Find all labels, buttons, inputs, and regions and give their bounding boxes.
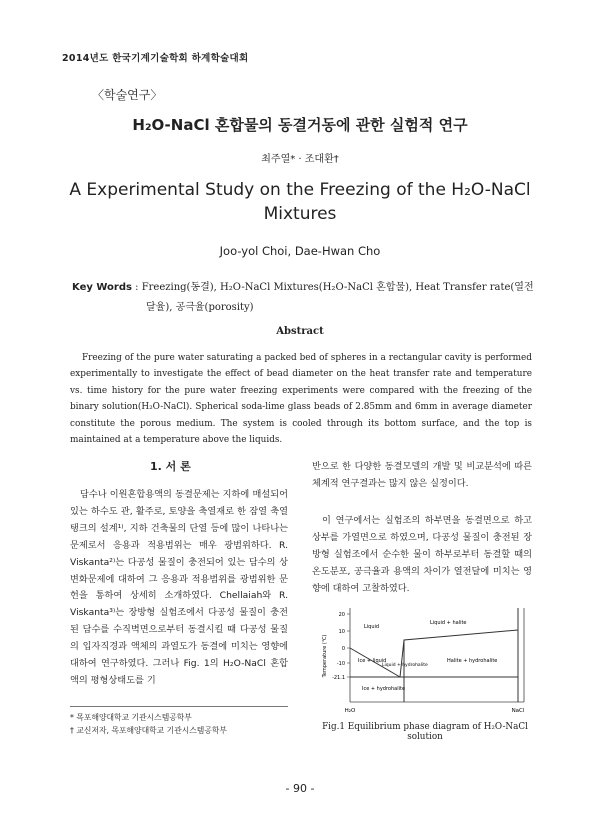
y-tick-label: -10 xyxy=(336,661,345,667)
x-left-label: H₂O xyxy=(344,708,356,714)
region-label: Liquid + hydrohalite xyxy=(382,663,428,668)
y-axis-label: Temperature (℃) xyxy=(322,634,328,678)
intro-paragraph-left: 담수나 이원혼합용액의 동결문제는 지하에 매설되어 있는 하수도 관, 활주로, 토양을 축열재로 한 잠열 축열탱크의 설계¹⁾, 지하 건축물의 단열 등에 많이 나타나는 문제로서 응용과 적용범위는 매우 광범위하다. R. Viskanta²⁾는 다공성 물질이 충전되어 있는 담수의 상변화문제에 대하여 그 응용과 적용범위를 광범위한 문헌을 통하여 상세히 소개하였다. Chellaiah와 R. Viskanta³⁾는 장방형 실험조에서 다공성 물질이 충전된 담수를 수직벽면으로부터 동결시킬 때 다공성 물질의 입자직경과 액체의 과열도가 동결에 미치는 영향에 대하여 연구하였다. 그러나 Fig. 1의 H₂O-NaCl 혼합액의 평형상태도를 기 xyxy=(70,489,288,686)
footnote-corresponding: † 교신저자, 목포해양대학교 기관시스템공학부 xyxy=(70,726,227,735)
korean-title: H₂O-NaCl 혼합물의 동결거동에 관한 실험적 연구 xyxy=(132,116,468,134)
keywords xyxy=(72,278,542,318)
keywords-label: Key Words xyxy=(72,282,132,293)
korean-authors: 최주열* · 조대환† xyxy=(261,154,339,165)
footnote-affiliation: * 목포해양대학교 기관시스템공학부 xyxy=(70,713,192,722)
phase-diagram xyxy=(312,600,537,720)
y-tick-label: 0 xyxy=(341,646,345,652)
halite-saturation-line xyxy=(400,630,518,677)
page-number: - 90 - xyxy=(285,782,315,795)
english-authors: Joo-yol Choi, Dae-Hwan Cho xyxy=(219,244,381,258)
keywords-text: : Freezing(동결), H₂O-NaCl Mixtures(H₂O-NaCl 혼합물), Heat Transfer rate(열전 xyxy=(135,282,534,293)
region-label: Halite + hydrohalite xyxy=(447,658,498,664)
region-label: Liquid + halite xyxy=(430,620,467,626)
y-tick-label: -21.1 xyxy=(332,675,345,681)
keywords-text-continued: 달율), 공극율(porosity) xyxy=(146,302,254,313)
y-tick-label: 10 xyxy=(338,629,345,635)
english-title: A Experimental Study on the Freezing of the H₂O-NaCl Mixtures xyxy=(69,180,531,224)
region-label: Liquid xyxy=(364,624,380,630)
section-heading: 1. 서 론 xyxy=(150,460,191,473)
region-label: Ice + hydrohalite xyxy=(362,686,406,692)
abstract-body: Freezing of the pure water saturating a packed bed of spheres in a rectangular cavity is performed experimentally to investigate the effect of bead diameter on the heat transfer rate and temperature vs. time history for the pure water freezing experiments were compared with the freezing of the binary solution(H₂O-NaCl). Spherical soda-lime glass beads of 2.85mm and 6mm in average diameter constitute the porous medium. The system is cooled through its bottom surface, and the top is maintained at a temperature above the liquids. xyxy=(70,353,532,446)
abstract-title: Abstract xyxy=(276,326,324,337)
region-label: Ice + liquid xyxy=(358,658,387,664)
article-category: 〈학술연구〉 xyxy=(92,88,163,102)
intro-paragraph-right-2: 이 연구에서는 실험조의 하부면을 동결면으로 하고 상부를 가열면으로 하였으며, 다공성 물질이 충전된 장방형 실험조에서 순수한 물이 하부로부터 동결할 때의 온도분포, 공극율과 용액의 차이가 열전달에 미치는 영향에 대하여 고찰하였다. xyxy=(312,515,532,594)
y-tick-label: 20 xyxy=(338,612,345,618)
figure-caption: Fig.1 Equilibrium phase diagram of H₂O-NaCl solution xyxy=(322,722,528,742)
intro-paragraph-right-1: 반으로 한 다양한 동결모델의 개발 및 비교분석에 따른 체계적 연구결과는 많지 않은 실정이다. xyxy=(312,461,532,489)
conference-header: 2014년도 한국기계기술학회 하계학술대회 xyxy=(62,53,249,64)
footnote-divider xyxy=(70,706,288,707)
x-right-label: NaCl xyxy=(511,708,525,714)
